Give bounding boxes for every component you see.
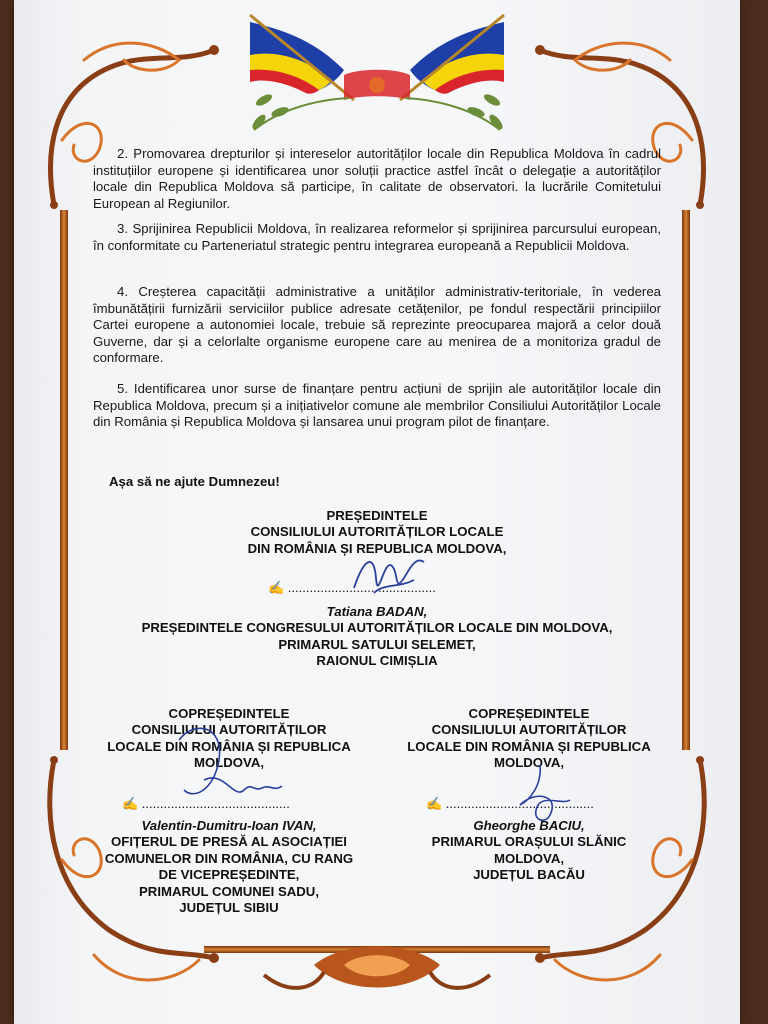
- copresident-left-signature-line: ✍ .........................................: [122, 796, 290, 811]
- president-name: Tatiana BADAN,: [326, 604, 428, 619]
- president-role-1: PREȘEDINTELE CONGRESULUI AUTORITĂȚILOR LOCALE DIN MOLDOVA,: [141, 620, 613, 636]
- copresident-left-role-2: COMUNELOR DIN ROMÂNIA, CU RANG: [104, 850, 354, 866]
- copresident-left-signature: [164, 720, 294, 810]
- president-identity: [74, 604, 680, 670]
- flag-crest-icon: [250, 15, 505, 131]
- copresident-right-title-1: COPREȘEDINTELE: [468, 706, 590, 721]
- president-title-line-2: CONSILIULUI AUTORITĂȚILOR LOCALE: [250, 524, 504, 540]
- president-role-3: RAIONUL CIMIȘLIA: [316, 653, 438, 669]
- president-signature: [344, 548, 434, 608]
- president-role-2: PRIMARUL SATULUI SELEMET,: [278, 636, 476, 652]
- copresident-left-role-5: JUDEȚUL SIBIU: [179, 900, 279, 916]
- paragraph-3: 3. Sprijinirea Republicii Moldova, în realizarea reformelor și sprijinirea parcursului european, în conformitate cu Parteneriatul strategic pentru integrarea europeană a Republicii Moldova.: [93, 221, 661, 253]
- copresident-right-identity: [364, 818, 694, 884]
- copresident-left-role-1: OFIȚERUL DE PRESĂ AL ASOCIAȚIEI: [111, 834, 347, 850]
- paragraph-4: 4. Creșterea capacității administrative a unităților administrativ-teritoriale, în vederea îmbunătățirii furnizării serviciilor publice adresate cetățenilor, pe fondul respectării principiilor Cartei europene a autonomiei locale, trebuie să reprezinte preocuparea majoră a celor două Guverne, dar și a celorlalte organisme europene care au menirea de a monitoriza gradul de conformare.: [93, 284, 661, 366]
- copresident-left-title-4: MOLDOVA,: [193, 755, 265, 771]
- copresident-right-role-3: JUDEȚUL BACĂU: [473, 867, 585, 883]
- copresident-right-role-1: PRIMARUL ORAȘULUI SLĂNIC: [431, 834, 627, 850]
- copresident-right-name: Gheorghe BACIU,: [473, 818, 585, 833]
- copresident-right-title-2: CONSILIULUI AUTORITĂȚILOR: [431, 722, 627, 738]
- president-title-line-3: DIN ROMÂNIA ȘI REPUBLICA MOLDOVA,: [247, 540, 507, 556]
- copresident-left-title-3: LOCALE DIN ROMÂNIA ȘI REPUBLICA: [107, 738, 351, 754]
- paragraph-5: 5. Identificarea unor surse de finanțare pentru acțiuni de sprijin ale autorităților locale din Republica Moldova, precum și a inițiativelor comune ale membrilor Consiliului Autorităților Locale din România și Republica Moldova și lansarea unui program pilot de finanțare.: [93, 381, 661, 430]
- president-signature-line: ✍ .........................................: [268, 580, 436, 595]
- copresident-left-identity: [64, 818, 394, 916]
- copresident-left-title-2: CONSILIULUI AUTORITĂȚILOR: [131, 722, 327, 738]
- document-sheet: [14, 0, 740, 1024]
- copresident-left-name: Valentin-Dumitru-Ioan IVAN,: [141, 818, 317, 833]
- copresident-right-title-4: MOLDOVA,: [493, 755, 565, 771]
- copresident-right-role-2: MOLDOVA,: [493, 850, 565, 866]
- motto: Așa să ne ajute Dumnezeu!: [109, 474, 280, 489]
- copresident-right-signature-line: ✍ .........................................: [426, 796, 594, 811]
- copresident-left-role-4: PRIMARUL COMUNEI SADU,: [139, 883, 319, 899]
- copresident-right-title-3: LOCALE DIN ROMÂNIA ȘI REPUBLICA: [407, 738, 651, 754]
- copresident-left-title-1: COPREȘEDINTELE: [168, 706, 290, 721]
- paragraph-2: 2. Promovarea drepturilor și intereselor autorităților locale din Republica Moldova în cadrul instituțiilor europene și identificarea unor soluții practice astfel încât o delegație a autorităților locale din Republica Moldova să participe, în calitate de observatori. la lucrările Comitetului European al Regiunilor.: [93, 146, 661, 211]
- copresident-left-role-3: DE VICEPREȘEDINTE,: [158, 867, 300, 883]
- president-title-line-1: PREȘEDINTELE: [326, 508, 428, 523]
